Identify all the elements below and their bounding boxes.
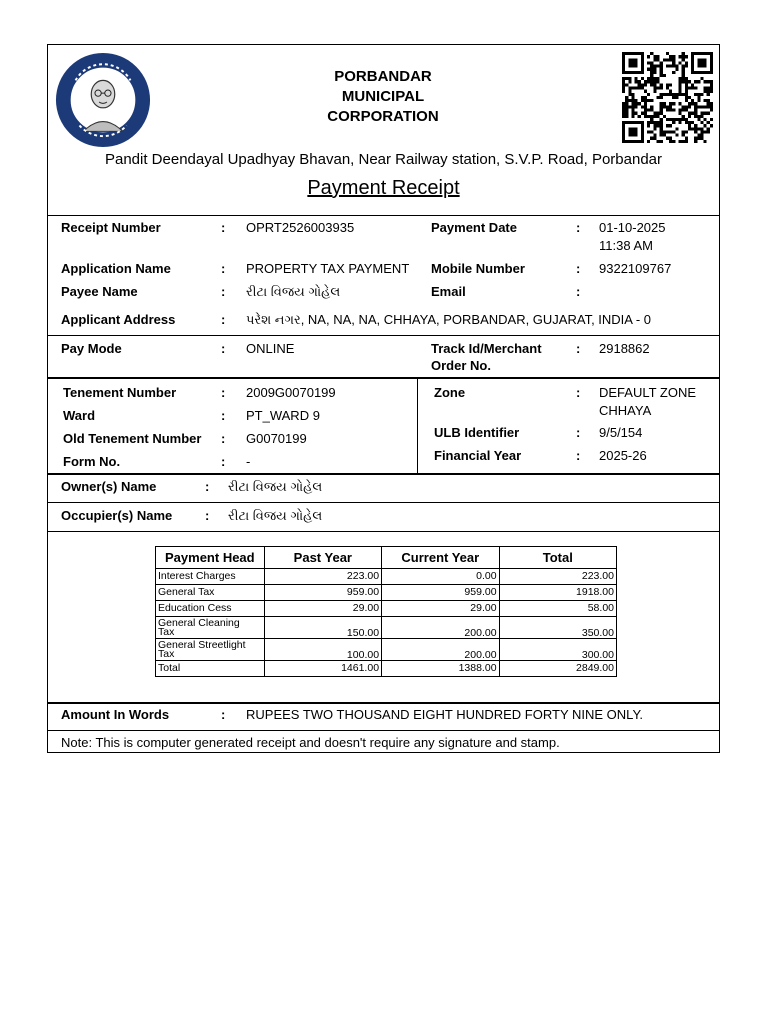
colon: : (221, 454, 226, 469)
colon: : (221, 261, 226, 276)
mobile-number-label: Mobile Number (431, 261, 525, 276)
table-row (156, 617, 617, 639)
payment-date-label: Payment Date (431, 220, 517, 235)
current-year-amount: 959.00 (382, 585, 500, 601)
order-no-label: Order No. (431, 358, 491, 373)
column-header: Past Year (264, 547, 381, 569)
ward-label: Ward (63, 408, 96, 423)
total-amount: 58.00 (499, 601, 616, 617)
current-year-amount: 200.00 (382, 617, 500, 639)
table-row (156, 569, 617, 585)
total-amount: 2849.00 (499, 661, 616, 677)
occupier-name-value: રીટા વિજય ગોહેલ (228, 508, 323, 523)
old-tenement-number-label: Old Tenement Number (63, 431, 202, 446)
colon: : (576, 341, 581, 356)
payment-date-value: 01-10-2025 (599, 220, 666, 235)
org-line: PORBANDAR (334, 68, 432, 85)
current-year-amount: 29.00 (382, 601, 500, 617)
payment-head-line: Tax (158, 625, 175, 638)
divider (48, 531, 719, 532)
ward-value: PT_WARD 9 (246, 408, 320, 423)
form-no-label: Form No. (63, 454, 121, 469)
tenement-number-label: Tenement Number (63, 385, 177, 400)
old-tenement-number-value: G0070199 (246, 431, 307, 446)
ulb-identifier-value: 9/5/154 (599, 425, 643, 440)
divider (48, 215, 719, 216)
payment-head: Interest Charges (156, 569, 265, 585)
application-name-value: PROPERTY TAX PAYMENT (246, 261, 410, 276)
colon: : (221, 220, 226, 235)
colon: : (221, 408, 226, 423)
total-amount: 300.00 (499, 639, 616, 661)
org-line: MUNICIPAL (341, 88, 425, 105)
zone-value: DEFAULT ZONE (599, 385, 697, 400)
tenement-number-value: 2009G0070199 (246, 385, 336, 400)
pay-mode-value: ONLINE (246, 341, 295, 356)
zone-label: Zone (434, 385, 466, 400)
column-divider (417, 378, 418, 474)
organization-name (268, 67, 498, 127)
payment-head (156, 639, 265, 661)
colon: : (205, 479, 210, 494)
payment-head-line: General Streetlight (158, 638, 246, 651)
total-amount: 350.00 (499, 617, 616, 639)
divider (48, 335, 719, 336)
payment-table (155, 546, 617, 677)
payment-head: General Tax (156, 585, 265, 601)
colon: : (221, 707, 226, 722)
org-line: CORPORATION (327, 108, 439, 125)
owner-name-label: Owner(s) Name (61, 479, 157, 494)
payment-head: Total (156, 661, 265, 677)
colon: : (576, 220, 581, 235)
table-row (156, 639, 617, 661)
column-header: Total (499, 547, 616, 569)
colon: : (205, 508, 210, 523)
email-label: Email (431, 284, 466, 299)
colon: : (576, 448, 581, 463)
form-no-value: - (246, 454, 251, 469)
colon: : (221, 341, 226, 356)
payment-head: Education Cess (156, 601, 265, 617)
current-year-amount: 1388.00 (382, 661, 500, 677)
past-year-amount: 1461.00 (264, 661, 381, 677)
colon: : (221, 284, 226, 299)
payment-head-line: Tax (158, 647, 175, 660)
divider (48, 730, 719, 731)
owner-name-value: રીટા વિજય ગોહેલ (228, 479, 323, 494)
past-year-amount: 29.00 (264, 601, 381, 617)
past-year-amount: 223.00 (264, 569, 381, 585)
divider (48, 502, 719, 503)
past-year-amount: 959.00 (264, 585, 381, 601)
colon: : (576, 385, 581, 400)
payment-receipt (47, 44, 720, 753)
occupier-name-label: Occupier(s) Name (61, 508, 173, 523)
municipal-seal-icon (54, 51, 152, 149)
divider (48, 473, 719, 475)
financial-year-value: 2025-26 (599, 448, 647, 463)
office-address: Pandit Deendayal Upadhyay Bhavan, Near Railway station, S.V.P. Road, Porbandar (104, 151, 662, 168)
colon: : (221, 312, 226, 327)
total-amount: 223.00 (499, 569, 616, 585)
payment-time-value: 11:38 AM (599, 238, 653, 253)
column-header: Payment Head (156, 547, 265, 569)
table-row (156, 601, 617, 617)
pay-mode-label: Pay Mode (61, 341, 122, 356)
amount-in-words-value: RUPEES TWO THOUSAND EIGHT HUNDRED FORTY NINE ONLY. (246, 707, 644, 722)
application-name-label: Application Name (61, 261, 171, 276)
payment-head (156, 617, 265, 639)
past-year-amount: 100.00 (264, 639, 381, 661)
past-year-amount: 150.00 (264, 617, 381, 639)
divider (48, 702, 719, 704)
track-id-label: Track Id/Merchant (431, 341, 542, 356)
current-year-amount: 0.00 (382, 569, 500, 585)
receipt-number-label: Receipt Number (61, 220, 161, 235)
column-header: Current Year (382, 547, 500, 569)
current-year-amount: 200.00 (382, 639, 500, 661)
track-id-value: 2918862 (599, 341, 650, 356)
qr-code-icon (622, 52, 713, 143)
amount-in-words-label: Amount In Words (61, 707, 170, 722)
applicant-address-label: Applicant Address (61, 312, 176, 327)
divider (48, 377, 719, 379)
table-header-row (156, 547, 617, 569)
title-text: Payment Receipt (307, 177, 460, 199)
financial-year-label: Financial Year (434, 448, 522, 463)
footer-note: Note: This is computer generated receipt and doesn't require any signature and stamp. (61, 735, 560, 750)
payee-name-value: રીટા વિજય ગોહેલ (246, 284, 341, 299)
colon: : (221, 385, 226, 400)
page-title (48, 177, 719, 200)
ulb-identifier-label: ULB Identifier (434, 425, 520, 440)
payee-name-label: Payee Name (61, 284, 138, 299)
colon: : (576, 261, 581, 276)
zone-value-line2: CHHAYA (599, 403, 652, 418)
table-row (156, 585, 617, 601)
colon: : (221, 431, 226, 446)
total-amount: 1918.00 (499, 585, 616, 601)
payment-head-line: General Cleaning (158, 616, 240, 629)
colon: : (576, 284, 581, 299)
colon: : (576, 425, 581, 440)
mobile-number-value: 9322109767 (599, 261, 672, 276)
table-total-row (156, 661, 617, 677)
applicant-address-value: પરેશ નગર, NA, NA, NA, CHHAYA, PORBANDAR, GUJARAT, INDIA - 0 (246, 312, 652, 327)
receipt-number-value: OPRT2526003935 (246, 220, 355, 235)
